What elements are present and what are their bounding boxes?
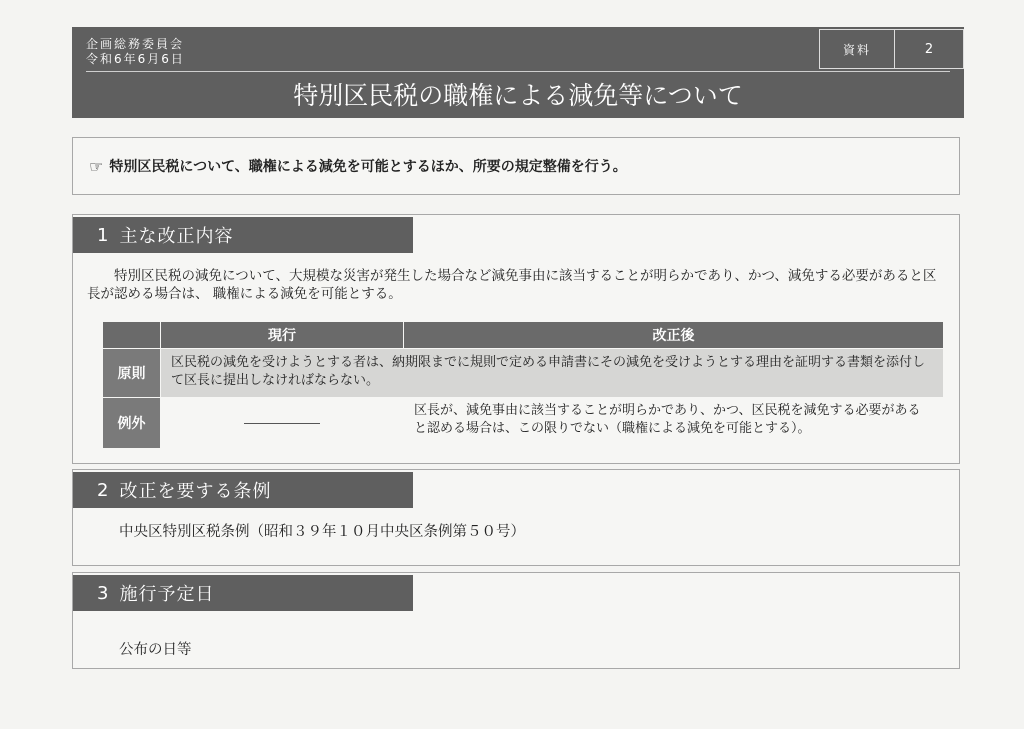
empty-dash bbox=[244, 423, 320, 424]
header-divider bbox=[86, 71, 950, 72]
summary-box bbox=[72, 137, 960, 195]
comparison-table bbox=[103, 322, 943, 450]
committee-name: 企画総務委員会 bbox=[86, 37, 185, 51]
section-heading bbox=[73, 575, 413, 611]
section-title: 施行予定日 bbox=[119, 584, 215, 605]
principle-text: 区民税の減免を受けようとする者は、納期限までに規則で定める申請書にその減免を受けようとする理由を証明する書類を添付して区長に提出しなければならない。 bbox=[161, 349, 943, 397]
section-effective-date bbox=[72, 572, 960, 669]
table-header-blank bbox=[103, 322, 160, 348]
exception-revised-text: 区長が、減免事由に該当することが明らかであり、かつ、区民税を減免する必要があると認める場合は、この限りでない（職権による減免を可能とする）。 bbox=[414, 403, 921, 436]
section-ordinance bbox=[72, 469, 960, 566]
section-heading bbox=[73, 217, 413, 253]
row-label-principle: 原則 bbox=[103, 349, 160, 397]
column-header-current: 現行 bbox=[161, 322, 403, 348]
column-header-revised: 改正後 bbox=[404, 322, 943, 348]
row-label-exception: 例外 bbox=[103, 398, 160, 448]
exception-current-cell bbox=[161, 398, 403, 448]
title-banner bbox=[72, 27, 964, 118]
section-main-revisions bbox=[72, 214, 960, 464]
material-label: 資料 bbox=[820, 30, 895, 68]
committee-info bbox=[86, 37, 185, 67]
meeting-date: 令和6年6月6日 bbox=[86, 52, 185, 66]
material-number: 2 bbox=[924, 41, 934, 57]
material-number-box bbox=[819, 29, 964, 69]
pointing-hand-icon: ☞ bbox=[89, 156, 104, 176]
page-title: 特別区民税の職権による減免等について bbox=[293, 81, 743, 110]
section-lead-text: 特別区民税の減免について、大規模な災害が発生した場合など減免事由に該当することが明らかであり、かつ、減免する必要があると区長が認める場合は、 職権による減免を可能とする。 bbox=[87, 268, 937, 302]
section-title: 改正を要する条例 bbox=[119, 481, 272, 502]
section-heading bbox=[73, 472, 413, 508]
summary-text: 特別区民税について、職権による減免を可能とするほか、所要の規定整備を行う。 bbox=[109, 159, 627, 175]
section-number: 3 bbox=[97, 582, 110, 604]
effective-date-text: 公布の日等 bbox=[119, 642, 192, 658]
section-title: 主な改正内容 bbox=[119, 226, 234, 247]
section-number: 1 bbox=[97, 224, 110, 246]
table-header-row bbox=[103, 322, 943, 348]
ordinance-name: 中央区特別区税条例（昭和３９年１０月中央区条例第５０号） bbox=[119, 524, 525, 540]
section-number: 2 bbox=[97, 479, 110, 501]
